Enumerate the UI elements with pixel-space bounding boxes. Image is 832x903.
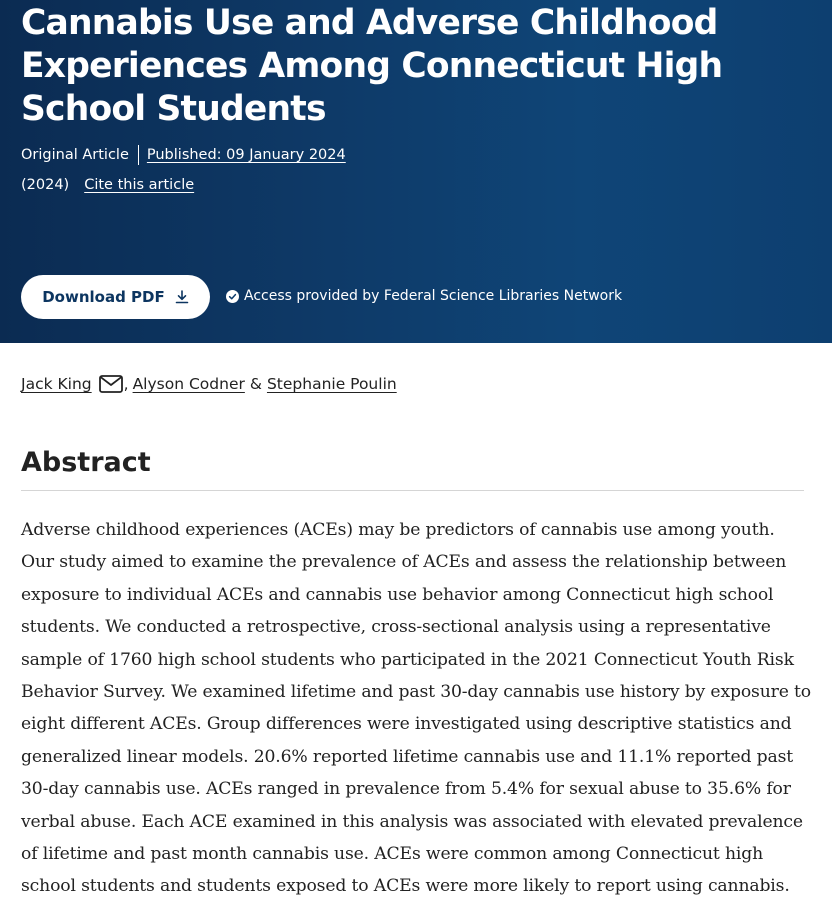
article-year: (2024)	[21, 177, 70, 193]
article-title: Cannabis Use and Adverse Childhood Experiences Among Connecticut High School Students	[21, 3, 723, 129]
author-comma: ,	[123, 375, 129, 393]
author-link-alyson-codner[interactable]: Alyson Codner	[132, 375, 245, 393]
abstract-heading: Abstract	[21, 447, 151, 478]
author-link-stephanie-poulin[interactable]: Stephanie Poulin	[266, 375, 397, 393]
access-info	[226, 286, 622, 306]
mail-icon[interactable]	[99, 375, 123, 393]
abstract-text: Adverse childhood experiences (ACEs) may be predictors of cannabis use among youth. Our study aimed to examine the prevalence of ACEs and assess the relationship between exposure to individual ACEs and cannabis use behavior among Connecticut high school students. We conducted a retrospective, cross-sectional analysis using a representative sample of 1760 high school students who participated in the 2021 Connecticut Youth Risk Behavior Survey. We examined lifetime and past 30-day cannabis use history by exposure to eight different ACEs. Group differences were investigated using descriptive statistics and generalized linear models. 20.6% reported lifetime cannabis use and 11.1% reported past 30-day cannabis use. ACEs ranged in prevalence from 5.4% for sexual abuse to 35.6% for verbal abuse. Each ACE examined in this analysis was associated with elevated prevalence of lifetime and past month cannabis use. ACEs were common among Connecticut high school students and students exposed to ACEs were more likely to report using cannabis.	[21, 520, 811, 897]
article-type: Original Article	[21, 147, 129, 163]
cite-article-link[interactable]: Cite this article	[84, 177, 195, 193]
download-pdf-label: Download PDF	[42, 288, 165, 306]
author-ampersand: &	[249, 375, 262, 393]
access-text: Access provided by Federal Science Libraries Network	[244, 288, 623, 304]
article-header	[0, 0, 832, 343]
download-icon	[175, 290, 189, 304]
section-divider	[21, 490, 804, 491]
meta-divider	[138, 145, 139, 165]
author-list	[21, 373, 397, 395]
article-meta	[21, 145, 346, 165]
check-circle-icon	[226, 290, 239, 303]
download-pdf-button[interactable]	[21, 275, 210, 319]
published-date-link[interactable]: Published: 09 January 2024	[146, 147, 346, 163]
author-link-jack-king[interactable]: Jack King	[21, 375, 92, 393]
article-meta-secondary	[21, 175, 194, 195]
